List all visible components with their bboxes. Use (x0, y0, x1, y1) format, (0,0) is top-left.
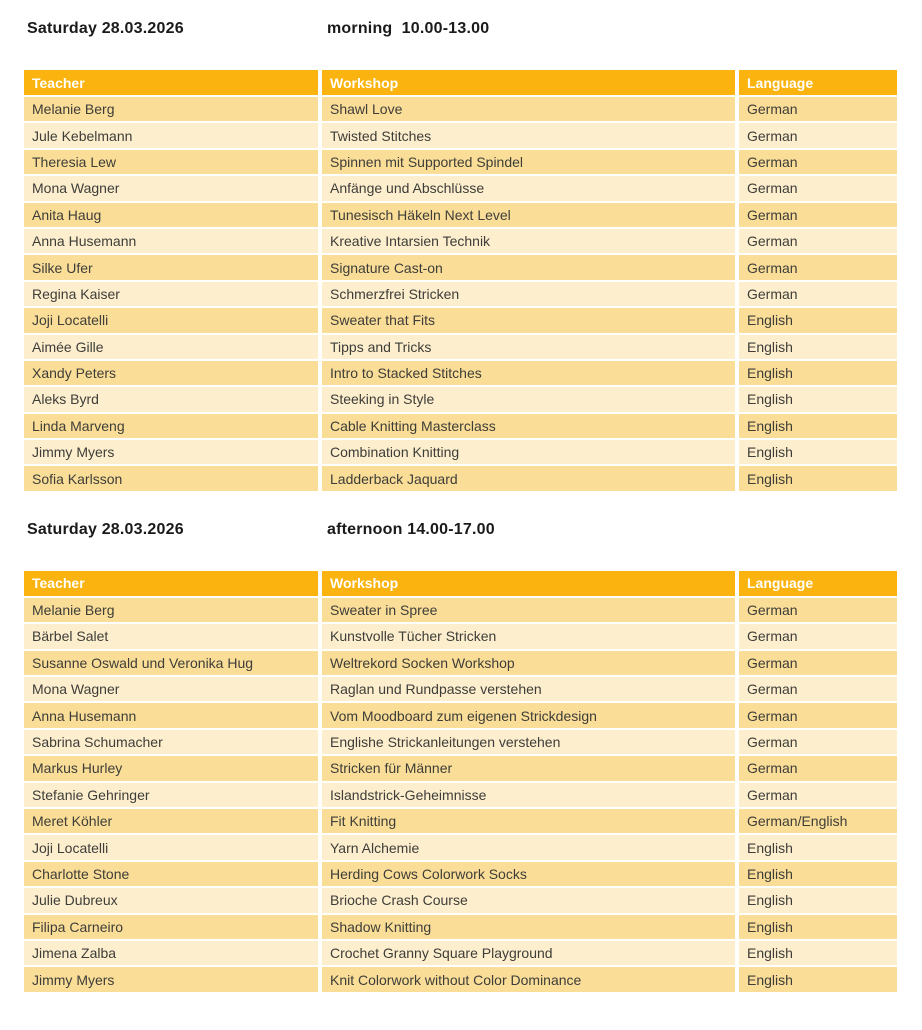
language-cell: German (739, 598, 897, 622)
workshop-cell: Tipps and Tricks (322, 335, 735, 359)
table-row (24, 414, 897, 438)
language-cell: German (739, 756, 897, 780)
workshop-cell: Sweater that Fits (322, 308, 735, 332)
table-row (24, 835, 897, 859)
table-row (24, 941, 897, 965)
teacher-cell: Meret Köhler (24, 809, 318, 833)
table-row (24, 123, 897, 147)
teacher-cell: Joji Locatelli (24, 308, 318, 332)
workshop-cell: Anfänge und Abschlüsse (322, 176, 735, 200)
workshop-cell: Tunesisch Häkeln Next Level (322, 203, 735, 227)
workshop-cell: Combination Knitting (322, 440, 735, 464)
language-cell: English (739, 862, 897, 886)
table-row (24, 440, 897, 464)
teacher-cell: Theresia Lew (24, 150, 318, 174)
workshop-cell: Stricken für Männer (322, 756, 735, 780)
table-row (24, 677, 897, 701)
language-cell: German (739, 703, 897, 727)
schedule-section (24, 521, 898, 992)
table-row (24, 915, 897, 939)
column-header-teacher: Teacher (24, 571, 318, 596)
column-header-workshop: Workshop (322, 571, 735, 596)
table-row (24, 809, 897, 833)
language-cell: English (739, 387, 897, 411)
workshop-table (24, 70, 897, 491)
column-header-workshop: Workshop (322, 70, 735, 95)
teacher-cell: Silke Ufer (24, 255, 318, 279)
table-row (24, 651, 897, 675)
teacher-cell: Filipa Carneiro (24, 915, 318, 939)
table-row (24, 967, 897, 991)
table-header-row (24, 571, 897, 596)
table-row (24, 203, 897, 227)
language-cell: German (739, 176, 897, 200)
table-row (24, 387, 897, 411)
teacher-cell: Jule Kebelmann (24, 123, 318, 147)
teacher-cell: Jimmy Myers (24, 967, 318, 991)
table-row (24, 361, 897, 385)
workshop-cell: Brioche Crash Course (322, 888, 735, 912)
teacher-cell: Stefanie Gehringer (24, 783, 318, 807)
table-row (24, 703, 897, 727)
section-time: afternoon 14.00-17.00 (327, 520, 495, 538)
workshop-cell: Fit Knitting (322, 809, 735, 833)
table-body (24, 97, 897, 491)
workshop-cell: Signature Cast-on (322, 255, 735, 279)
schedule-section (24, 20, 898, 491)
table-row (24, 888, 897, 912)
language-cell: German (739, 255, 897, 279)
teacher-cell: Linda Marveng (24, 414, 318, 438)
language-cell: German (739, 677, 897, 701)
workshop-cell: Intro to Stacked Stitches (322, 361, 735, 385)
teacher-cell: Regina Kaiser (24, 282, 318, 306)
language-cell: German (739, 203, 897, 227)
table-row (24, 756, 897, 780)
teacher-cell: Bärbel Salet (24, 624, 318, 648)
workshop-cell: Schmerzfrei Stricken (322, 282, 735, 306)
language-cell: English (739, 335, 897, 359)
language-cell: English (739, 308, 897, 332)
workshop-cell: Sweater in Spree (322, 598, 735, 622)
workshop-cell: Yarn Alchemie (322, 835, 735, 859)
workshop-cell: Weltrekord Socken Workshop (322, 651, 735, 675)
section-date: Saturday 28.03.2026 (27, 520, 184, 538)
workshop-cell: Raglan und Rundpasse verstehen (322, 677, 735, 701)
language-cell: English (739, 967, 897, 991)
table-row (24, 730, 897, 754)
workshop-cell: Shadow Knitting (322, 915, 735, 939)
language-cell: English (739, 466, 897, 490)
teacher-cell: Sabrina Schumacher (24, 730, 318, 754)
workshop-cell: Englishe Strickanleitungen verstehen (322, 730, 735, 754)
teacher-cell: Jimmy Myers (24, 440, 318, 464)
section-date: Saturday 28.03.2026 (27, 20, 184, 37)
teacher-cell: Anna Husemann (24, 229, 318, 253)
table-row (24, 229, 897, 253)
table-row (24, 150, 897, 174)
table-row (24, 783, 897, 807)
language-cell: English (739, 888, 897, 912)
workshop-cell: Kreative Intarsien Technik (322, 229, 735, 253)
column-header-language: Language (739, 571, 897, 596)
workshop-cell: Islandstrick-Geheimnisse (322, 783, 735, 807)
workshop-cell: Spinnen mit Supported Spindel (322, 150, 735, 174)
section-title (24, 20, 898, 38)
teacher-cell: Julie Dubreux (24, 888, 318, 912)
workshop-cell: Herding Cows Colorwork Socks (322, 862, 735, 886)
language-cell: English (739, 361, 897, 385)
teacher-cell: Xandy Peters (24, 361, 318, 385)
teacher-cell: Markus Hurley (24, 756, 318, 780)
table-row (24, 97, 897, 121)
language-cell: German (739, 282, 897, 306)
language-cell: German/English (739, 809, 897, 833)
teacher-cell: Aimée Gille (24, 335, 318, 359)
teacher-cell: Susanne Oswald und Veronika Hug (24, 651, 318, 675)
language-cell: English (739, 941, 897, 965)
language-cell: German (739, 123, 897, 147)
language-cell: English (739, 414, 897, 438)
table-body (24, 598, 897, 992)
workshop-cell: Ladderback Jaquard (322, 466, 735, 490)
table-header-row (24, 70, 897, 95)
language-cell: German (739, 624, 897, 648)
workshop-cell: Kunstvolle Tücher Stricken (322, 624, 735, 648)
language-cell: German (739, 783, 897, 807)
teacher-cell: Charlotte Stone (24, 862, 318, 886)
workshop-cell: Cable Knitting Masterclass (322, 414, 735, 438)
table-row (24, 598, 897, 622)
workshop-cell: Shawl Love (322, 97, 735, 121)
teacher-cell: Joji Locatelli (24, 835, 318, 859)
table-row (24, 282, 897, 306)
language-cell: German (739, 150, 897, 174)
teacher-cell: Anita Haug (24, 203, 318, 227)
table-row (24, 255, 897, 279)
language-cell: English (739, 835, 897, 859)
workshop-cell: Vom Moodboard zum eigenen Strickdesign (322, 703, 735, 727)
teacher-cell: Mona Wagner (24, 677, 318, 701)
workshop-cell: Crochet Granny Square Playground (322, 941, 735, 965)
teacher-cell: Sofia Karlsson (24, 466, 318, 490)
language-cell: German (739, 730, 897, 754)
table-row (24, 308, 897, 332)
workshop-table (24, 571, 897, 992)
teacher-cell: Jimena Zalba (24, 941, 318, 965)
language-cell: German (739, 229, 897, 253)
language-cell: German (739, 651, 897, 675)
workshop-cell: Steeking in Style (322, 387, 735, 411)
workshop-cell: Twisted Stitches (322, 123, 735, 147)
column-header-language: Language (739, 70, 897, 95)
section-title (24, 521, 898, 539)
language-cell: English (739, 915, 897, 939)
section-time: morning 10.00-13.00 (327, 20, 490, 37)
teacher-cell: Aleks Byrd (24, 387, 318, 411)
table-row (24, 466, 897, 490)
teacher-cell: Melanie Berg (24, 598, 318, 622)
table-row (24, 176, 897, 200)
teacher-cell: Anna Husemann (24, 703, 318, 727)
column-header-teacher: Teacher (24, 70, 318, 95)
workshop-cell: Knit Colorwork without Color Dominance (322, 967, 735, 991)
table-row (24, 335, 897, 359)
teacher-cell: Mona Wagner (24, 176, 318, 200)
language-cell: German (739, 97, 897, 121)
table-row (24, 862, 897, 886)
language-cell: English (739, 440, 897, 464)
table-row (24, 624, 897, 648)
teacher-cell: Melanie Berg (24, 97, 318, 121)
